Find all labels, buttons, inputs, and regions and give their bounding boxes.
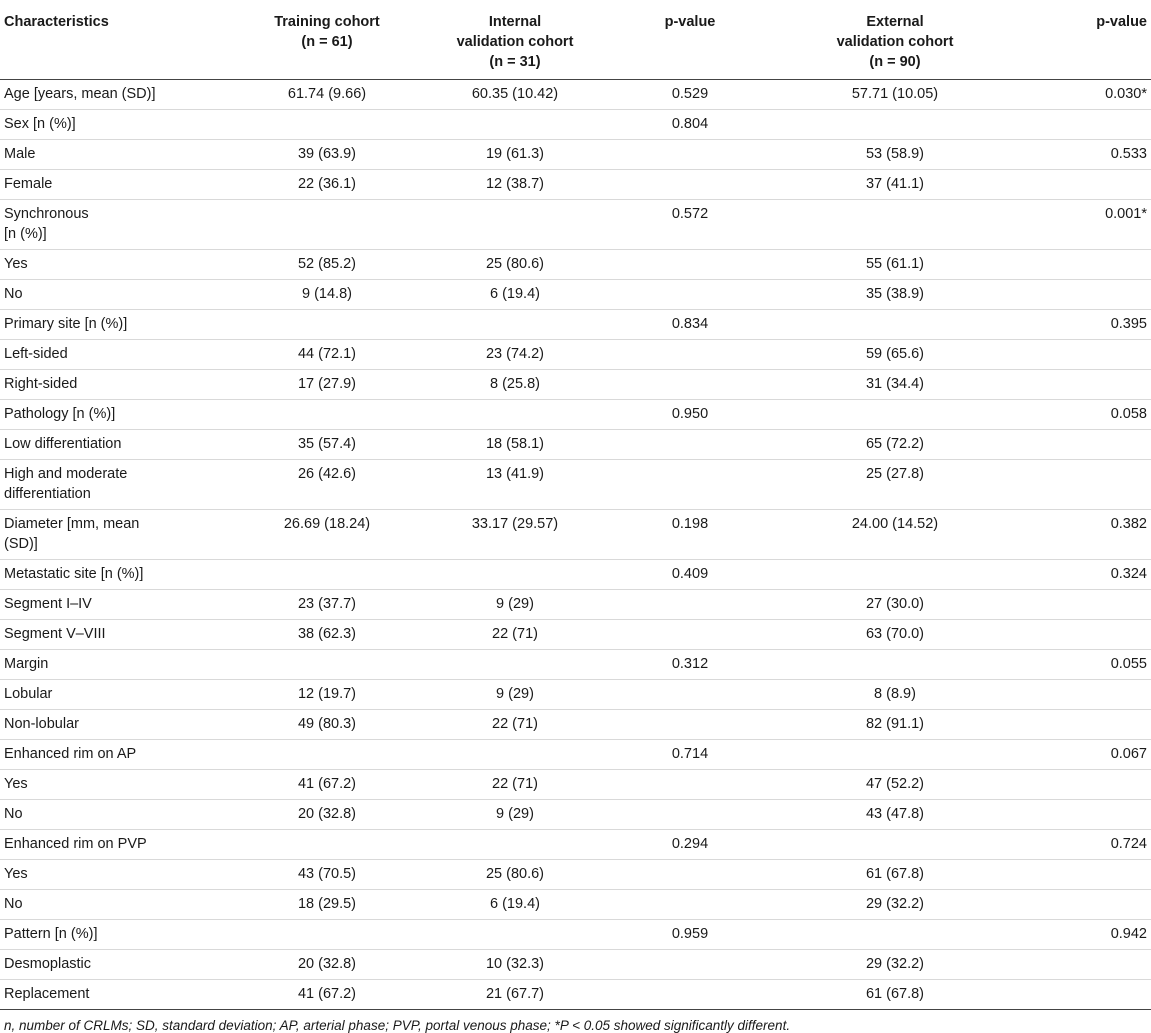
cell-pvalue-external: 0.067 [1110, 746, 1147, 762]
cell-pvalue-external [1020, 590, 1151, 620]
header-characteristics: Characteristics [4, 14, 109, 30]
cell-pvalue-external: 0.942 [1110, 926, 1147, 942]
cell-characteristic [0, 860, 234, 890]
cell-external: 24.00 (14.52) [851, 516, 939, 532]
characteristic-label-line: Age [years, mean (SD)] [4, 86, 156, 102]
cell-training: 22 (36.1) [297, 176, 357, 192]
cell-characteristic [0, 740, 234, 770]
cell-characteristic [0, 170, 234, 200]
characteristic-label-line: Enhanced rim on PVP [4, 836, 147, 852]
characteristic-label-line: Yes [4, 866, 28, 882]
cell-training [234, 650, 420, 680]
cell-internal: 8 (25.8) [490, 376, 540, 392]
cell-internal: 22 (71) [492, 716, 538, 732]
characteristic-label-line: Pathology [n (%)] [4, 406, 116, 422]
table-row [0, 830, 1151, 860]
characteristic-label-line: Sex [n (%)] [4, 116, 76, 132]
characteristic-label-line: Male [4, 146, 36, 162]
cell-characteristic [0, 710, 234, 740]
cell-pvalue-internal [610, 800, 770, 830]
cell-external [770, 200, 1020, 250]
header-training-cohort [234, 0, 420, 80]
cell-pvalue-external: 0.382 [1110, 516, 1147, 532]
cell-pvalue-external [1020, 340, 1151, 370]
cell-external [770, 310, 1020, 340]
cell-training [234, 400, 420, 430]
cell-internal [420, 200, 610, 250]
cell-pvalue-internal [610, 370, 770, 400]
table-row [0, 430, 1151, 460]
cell-characteristic [0, 280, 234, 310]
table-row [0, 950, 1151, 980]
cell-pvalue-internal: 0.572 [671, 206, 709, 222]
cell-training [234, 920, 420, 950]
table-row [0, 890, 1151, 920]
characteristic-label-line: Low differentiation [4, 436, 122, 452]
header-internal-line-1: Internal [488, 14, 542, 30]
characteristic-label-line: Left-sided [4, 346, 68, 362]
cell-pvalue-internal [610, 770, 770, 800]
cell-pvalue-internal: 0.959 [671, 926, 709, 942]
cell-pvalue-external: 0.030* [1105, 86, 1147, 102]
cell-characteristic [0, 400, 234, 430]
cell-internal: 21 (67.7) [485, 986, 545, 1002]
cell-pvalue-internal [610, 860, 770, 890]
cell-internal: 33.17 (29.57) [471, 516, 559, 532]
cell-internal [420, 400, 610, 430]
cell-external [770, 920, 1020, 950]
cell-training: 49 (80.3) [297, 716, 357, 732]
cell-external: 25 (27.8) [865, 466, 925, 482]
cell-pvalue-external: 0.533 [1110, 146, 1147, 162]
table-body [0, 80, 1151, 1010]
cell-characteristic [0, 510, 234, 560]
cell-internal: 9 (29) [496, 686, 534, 702]
table-row [0, 310, 1151, 340]
table-row [0, 560, 1151, 590]
characteristic-label-line: Female [4, 176, 53, 192]
cell-training: 61.74 (9.66) [287, 86, 367, 102]
cell-characteristic [0, 140, 234, 170]
header-external-cohort [770, 0, 1020, 80]
cell-internal [420, 740, 610, 770]
cell-training [234, 560, 420, 590]
table-row [0, 620, 1151, 650]
cell-internal [420, 830, 610, 860]
cell-internal: 25 (80.6) [485, 866, 545, 882]
cell-internal: 9 (29) [496, 596, 534, 612]
cell-training: 18 (29.5) [297, 896, 357, 912]
cell-pvalue-external [1020, 860, 1151, 890]
table-header [0, 0, 1151, 80]
cell-external: 37 (41.1) [865, 176, 925, 192]
cell-training: 17 (27.9) [297, 376, 357, 392]
cell-pvalue-internal: 0.409 [671, 566, 709, 582]
cell-characteristic [0, 650, 234, 680]
header-external-line-3: (n = 90) [869, 54, 921, 70]
cell-pvalue-internal: 0.714 [671, 746, 709, 762]
table-row [0, 460, 1151, 510]
cell-external: 43 (47.8) [865, 806, 925, 822]
cell-pvalue-internal: 0.804 [671, 116, 709, 132]
characteristic-label-line: Replacement [4, 986, 90, 1002]
cell-external: 61 (67.8) [865, 986, 925, 1002]
header-internal-line-2: validation cohort [456, 34, 574, 50]
cell-training: 39 (63.9) [297, 146, 357, 162]
table-row [0, 650, 1151, 680]
cell-characteristic [0, 800, 234, 830]
header-internal-line-3: (n = 31) [489, 54, 541, 70]
cell-characteristic [0, 680, 234, 710]
table-row [0, 250, 1151, 280]
cell-internal [420, 920, 610, 950]
cell-training: 9 (14.8) [302, 286, 352, 302]
cell-external: 55 (61.1) [865, 256, 925, 272]
cell-internal: 13 (41.9) [485, 466, 545, 482]
table-row [0, 920, 1151, 950]
cell-training: 26.69 (18.24) [283, 516, 371, 532]
cell-pvalue-internal [610, 280, 770, 310]
cell-external: 82 (91.1) [865, 716, 925, 732]
cell-pvalue-external: 0.055 [1110, 656, 1147, 672]
cell-characteristic [0, 110, 234, 140]
table-row [0, 590, 1151, 620]
cell-external: 35 (38.9) [865, 286, 925, 302]
cell-pvalue-external: 0.395 [1110, 316, 1147, 332]
cell-pvalue-external: 0.724 [1110, 836, 1147, 852]
cell-pvalue-internal: 0.294 [671, 836, 709, 852]
cell-external: 59 (65.6) [865, 346, 925, 362]
cell-pvalue-internal [610, 460, 770, 510]
cell-external: 29 (32.2) [865, 896, 925, 912]
header-pvalue-external: p-value [1096, 14, 1147, 30]
cell-pvalue-internal [610, 140, 770, 170]
cell-pvalue-internal: 0.312 [671, 656, 709, 672]
cell-characteristic [0, 200, 234, 250]
cell-internal: 25 (80.6) [485, 256, 545, 272]
cell-pvalue-internal: 0.198 [671, 516, 709, 532]
cell-characteristic [0, 460, 234, 510]
cell-training [234, 740, 420, 770]
cell-internal: 60.35 (10.42) [471, 86, 559, 102]
cell-characteristic [0, 310, 234, 340]
cell-training: 41 (67.2) [297, 986, 357, 1002]
cell-internal: 18 (58.1) [485, 436, 545, 452]
cell-pvalue-internal: 0.950 [671, 406, 709, 422]
header-row [0, 0, 1151, 80]
cell-pvalue-external [1020, 980, 1151, 1010]
cell-characteristic [0, 370, 234, 400]
table-row [0, 110, 1151, 140]
cell-internal: 22 (71) [492, 626, 538, 642]
cell-external: 47 (52.2) [865, 776, 925, 792]
cell-training [234, 830, 420, 860]
cell-characteristic [0, 980, 234, 1010]
cell-pvalue-internal [610, 980, 770, 1010]
cell-pvalue-internal [610, 250, 770, 280]
header-training-line-2: (n = 61) [301, 34, 353, 50]
cell-external [770, 740, 1020, 770]
cell-pvalue-external [1020, 800, 1151, 830]
cell-pvalue-internal [610, 890, 770, 920]
characteristic-label-line: [n (%)] [4, 226, 47, 242]
characteristic-label-line: Metastatic site [n (%)] [4, 566, 144, 582]
cell-pvalue-internal [610, 340, 770, 370]
cell-internal: 6 (19.4) [490, 896, 540, 912]
cell-characteristic [0, 830, 234, 860]
cell-training: 41 (67.2) [297, 776, 357, 792]
table-row [0, 340, 1151, 370]
characteristic-label-line: Pattern [n (%)] [4, 926, 98, 942]
cell-characteristic [0, 770, 234, 800]
table-row [0, 510, 1151, 560]
cell-characteristic [0, 890, 234, 920]
cell-training: 26 (42.6) [297, 466, 357, 482]
cell-pvalue-external [1020, 950, 1151, 980]
cell-pvalue-internal: 0.529 [671, 86, 709, 102]
characteristic-label-line: Segment V–VIII [4, 626, 106, 642]
table-row [0, 770, 1151, 800]
cell-training: 12 (19.7) [297, 686, 357, 702]
table-row [0, 800, 1151, 830]
cell-pvalue-internal [610, 680, 770, 710]
cell-pvalue-internal [610, 710, 770, 740]
cell-training: 52 (85.2) [297, 256, 357, 272]
cell-characteristic [0, 590, 234, 620]
cell-training: 38 (62.3) [297, 626, 357, 642]
header-training-line-1: Training cohort [274, 14, 380, 30]
characteristic-label-line: No [4, 896, 23, 912]
characteristic-label-line: Diameter [mm, mean [4, 516, 140, 532]
characteristic-label-line: No [4, 286, 23, 302]
table-row [0, 370, 1151, 400]
cell-characteristic [0, 80, 234, 110]
cell-pvalue-external [1020, 430, 1151, 460]
header-internal-cohort [420, 0, 610, 80]
cell-pvalue-internal [610, 170, 770, 200]
table-row [0, 980, 1151, 1010]
cell-characteristic [0, 620, 234, 650]
cell-pvalue-internal [610, 590, 770, 620]
characteristic-label-line: Synchronous [4, 206, 89, 222]
characteristic-label-line: Yes [4, 776, 28, 792]
cell-pvalue-internal: 0.834 [671, 316, 709, 332]
cell-characteristic [0, 430, 234, 460]
characteristic-label-line: Yes [4, 256, 28, 272]
cell-pvalue-internal [610, 950, 770, 980]
cell-external: 53 (58.9) [865, 146, 925, 162]
cell-training: 20 (32.8) [297, 956, 357, 972]
cell-internal: 19 (61.3) [485, 146, 545, 162]
cell-internal: 6 (19.4) [490, 286, 540, 302]
table-row [0, 200, 1151, 250]
cell-external: 61 (67.8) [865, 866, 925, 882]
table-row [0, 80, 1151, 110]
characteristic-label-line: Margin [4, 656, 49, 672]
characteristic-label-line: Lobular [4, 686, 53, 702]
table-row [0, 680, 1151, 710]
cell-internal: 23 (74.2) [485, 346, 545, 362]
cell-pvalue-internal [610, 430, 770, 460]
characteristic-label-line: Desmoplastic [4, 956, 92, 972]
cell-training: 43 (70.5) [297, 866, 357, 882]
cell-pvalue-external: 0.058 [1110, 406, 1147, 422]
table-row [0, 140, 1151, 170]
cell-pvalue-external [1020, 460, 1151, 510]
cell-characteristic [0, 920, 234, 950]
cell-characteristic [0, 950, 234, 980]
cell-pvalue-external [1020, 250, 1151, 280]
characteristic-label-line: No [4, 806, 23, 822]
cell-pvalue-internal [610, 620, 770, 650]
characteristic-label-line: High and moderate [4, 466, 128, 482]
cell-pvalue-external [1020, 170, 1151, 200]
cell-external: 29 (32.2) [865, 956, 925, 972]
cell-internal: 12 (38.7) [485, 176, 545, 192]
cell-characteristic [0, 340, 234, 370]
table-row [0, 280, 1151, 310]
table-row [0, 170, 1151, 200]
cell-pvalue-external [1020, 770, 1151, 800]
characteristic-label-line: Enhanced rim on AP [4, 746, 137, 762]
cell-internal [420, 310, 610, 340]
table-row [0, 860, 1151, 890]
characteristic-label-line: Right-sided [4, 376, 78, 392]
cell-external: 57.71 (10.05) [851, 86, 939, 102]
table-row [0, 710, 1151, 740]
cell-pvalue-external: 0.001* [1105, 206, 1147, 222]
cell-internal: 9 (29) [496, 806, 534, 822]
cell-external: 65 (72.2) [865, 436, 925, 452]
cell-external: 8 (8.9) [874, 686, 916, 702]
cell-pvalue-external [1020, 280, 1151, 310]
characteristic-label-line: differentiation [4, 486, 91, 502]
cell-external [770, 110, 1020, 140]
cell-pvalue-external [1020, 890, 1151, 920]
header-external-line-2: validation cohort [836, 34, 954, 50]
cell-training: 20 (32.8) [297, 806, 357, 822]
cell-internal [420, 110, 610, 140]
cell-pvalue-external [1020, 710, 1151, 740]
cell-external [770, 560, 1020, 590]
cell-external: 31 (34.4) [865, 376, 925, 392]
characteristic-label-line: (SD)] [4, 536, 38, 552]
header-pvalue-internal: p-value [664, 14, 716, 30]
cell-training [234, 310, 420, 340]
cell-characteristic [0, 250, 234, 280]
header-external-line-1: External [866, 14, 924, 30]
cell-training [234, 200, 420, 250]
cell-external [770, 650, 1020, 680]
cell-training [234, 110, 420, 140]
cell-external [770, 400, 1020, 430]
cell-internal: 10 (32.3) [485, 956, 545, 972]
characteristic-label-line: Primary site [n (%)] [4, 316, 128, 332]
characteristic-label-line: Non-lobular [4, 716, 79, 732]
cell-pvalue-external [1020, 110, 1151, 140]
cell-internal [420, 650, 610, 680]
cell-internal: 22 (71) [492, 776, 538, 792]
cell-external: 63 (70.0) [865, 626, 925, 642]
cell-external: 27 (30.0) [865, 596, 925, 612]
characteristic-label-line: Segment I–IV [4, 596, 92, 612]
table-row [0, 400, 1151, 430]
cell-training: 35 (57.4) [297, 436, 357, 452]
cell-pvalue-external: 0.324 [1110, 566, 1147, 582]
cell-training: 44 (72.1) [297, 346, 357, 362]
cell-training: 23 (37.7) [297, 596, 357, 612]
cell-characteristic [0, 560, 234, 590]
table-row [0, 740, 1151, 770]
cell-pvalue-external [1020, 680, 1151, 710]
cell-external [770, 830, 1020, 860]
cell-pvalue-external [1020, 620, 1151, 650]
table-footnote: n, number of CRLMs; SD, standard deviation; AP, arterial phase; PVP, portal venous phase; *P < 0.05 showed significantly different. [4, 1018, 791, 1033]
cell-internal [420, 560, 610, 590]
cell-pvalue-external [1020, 370, 1151, 400]
